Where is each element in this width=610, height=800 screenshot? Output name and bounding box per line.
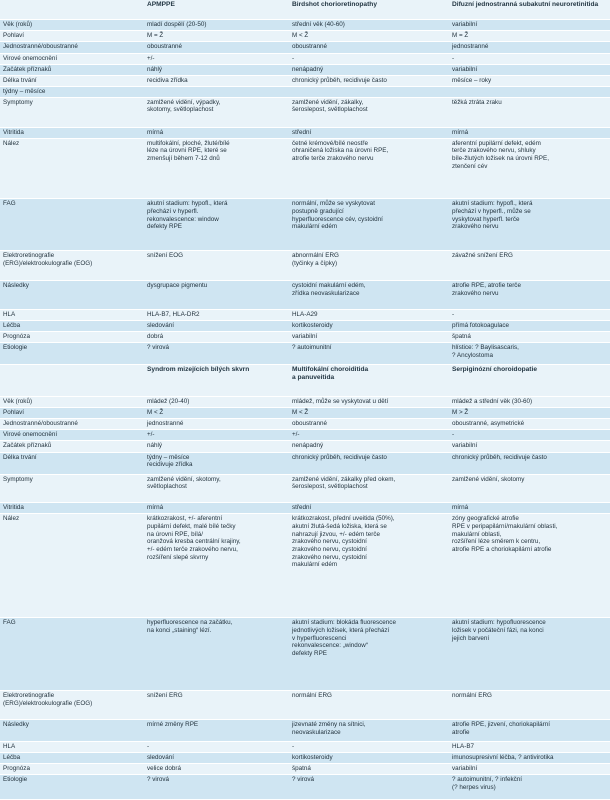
cell-col-2: - (290, 53, 450, 64)
cell-col-2: chronický průběh, recidivuje často (290, 75, 450, 86)
cell-col-1: oboustranné (145, 42, 290, 53)
cell-col-2: četné krémové/bílé neostře ohraničená ložiska na úrovni RPE, atrofie terče zrakového nervu (290, 138, 450, 199)
cell-col-1: týdny – měsíce recidivuje zřídka (145, 452, 290, 474)
cell-row-label: Začátek příznaků (0, 441, 145, 452)
cell-row-label: Délka trvání (0, 75, 145, 86)
cell-col-1: mladí dospělí (20-50) (145, 20, 290, 31)
cell-col-3: imunosupresivní léčba, ? antivirotika (450, 753, 610, 764)
cell-row-label: Pohlaví (0, 408, 145, 419)
table-row (0, 408, 610, 419)
cell-col-3: normální ERG (450, 691, 610, 720)
cell-col-1: hyperfluorescence na začátku, na konci „staining“ lézí. (145, 618, 290, 691)
cell-col-2: mládež, může se vyskytovat u dětí (290, 397, 450, 408)
cell-col-3: aferentní pupilární defekt, edém terče zrakového nervu, shluky bíle-žlutých ložisek na úrovni RPE, ztenčení cév (450, 138, 610, 199)
table-row (0, 397, 610, 408)
cell-col-2: akutní stadium: blokáda fluorescence jednotlivých ložisek, která přechází v hyperfluorescenci rekonvalescence: „window“ defekty RPE (290, 618, 450, 691)
cell-col-3: akutní stadium: hypofluorescence ložisek v počáteční fázi, na konci jejich barvení (450, 618, 610, 691)
cell-col-3: mírná (450, 127, 610, 138)
table-row (0, 452, 610, 474)
cell-col-3: mírná (450, 503, 610, 514)
cell-col-1: - (145, 742, 290, 753)
cell-col-1: HLA-B7, HLA-DR2 (145, 309, 290, 320)
cell-row-label: Věk (roků) (0, 20, 145, 31)
table-row (0, 332, 610, 343)
cell-col-3: variabilní (450, 64, 610, 75)
table-row (0, 775, 610, 800)
cell-col-1: mírná (145, 127, 290, 138)
cell-row-label: Symptomy (0, 97, 145, 127)
table-row (0, 474, 610, 503)
table-row (0, 127, 610, 138)
header-cell-col-2: Birdshot chorioretinopathy (290, 0, 450, 20)
table-row (0, 86, 610, 97)
cell-col-1: snížení EOG (145, 251, 290, 281)
cell-col-3: závažné snížení ERG (450, 251, 610, 281)
cell-row-label: Léčba (0, 321, 145, 332)
cell-col-1: krátkozrakost, +/- aferentní pupilární defekt, malé bílé tečky na úrovni RPE, bílá/ oranžová kresba centrální krajiny, +/- edém terče zrakového nervu, rozšíření slepé skvrny (145, 514, 290, 618)
header-row (0, 365, 610, 397)
cell-col-3: - (450, 430, 610, 441)
cell-row-label: FAG (0, 618, 145, 691)
cell-col-2: střední (290, 127, 450, 138)
cell-col-1 (145, 86, 290, 97)
cell-col-2: střední věk (40-60) (290, 20, 450, 31)
header-cell-col-1: APMPPE (145, 0, 290, 20)
cell-col-1: +/- (145, 430, 290, 441)
cell-row-label: Jednostranné/oboustranné (0, 419, 145, 430)
cell-row-label: Pohlaví (0, 31, 145, 42)
cell-col-2: +/- (290, 430, 450, 441)
table-row (0, 430, 610, 441)
cell-col-2: kortikosteroidy (290, 753, 450, 764)
cell-col-3: přímá fotokoagulace (450, 321, 610, 332)
cell-col-1: dobrá (145, 332, 290, 343)
header-cell-col-1: Syndrom mizejících bílých skvrn (145, 365, 290, 397)
cell-col-1: M = Ž (145, 31, 290, 42)
cell-col-2: M < Ž (290, 408, 450, 419)
cell-row-label: Prognóza (0, 764, 145, 775)
cell-row-label: Elektroretinografie (ERG)/elektrookulografie (EOG) (0, 691, 145, 720)
table-row (0, 138, 610, 199)
table-row (0, 503, 610, 514)
table-row (0, 97, 610, 127)
cell-col-2: chronický průběh, recidivuje často (290, 452, 450, 474)
table-row (0, 31, 610, 42)
cell-row-label: FAG (0, 199, 145, 251)
cell-col-1: dysgrupace pigmentu (145, 281, 290, 310)
cell-row-label: Elektroretinografie (ERG)/elektrookulografie (EOG) (0, 251, 145, 281)
cell-col-1: M < Ž (145, 408, 290, 419)
cell-col-3: měsíce – roky (450, 75, 610, 86)
cell-col-1: ? virová (145, 775, 290, 800)
cell-col-2: střední (290, 503, 450, 514)
cell-row-label: Následky (0, 281, 145, 310)
table-row (0, 753, 610, 764)
cell-col-3: hlístice: ? Baylisascaris, ? Ancylostoma (450, 343, 610, 365)
header-cell-col-3: Serpiginózní choroidopatie (450, 365, 610, 397)
table-row (0, 720, 610, 742)
cell-col-3: M > Ž (450, 408, 610, 419)
table-row (0, 343, 610, 365)
table-row (0, 53, 610, 64)
cell-col-1: snížení ERG (145, 691, 290, 720)
cell-row-label: Virové onemocnění (0, 430, 145, 441)
cell-col-1: recidiva zřídka (145, 75, 290, 86)
table-row (0, 199, 610, 251)
cell-row-label: Nález (0, 514, 145, 618)
cell-col-3: špatná (450, 332, 610, 343)
cell-row-label: Etiologie (0, 343, 145, 365)
table-row (0, 764, 610, 775)
table-row (0, 42, 610, 53)
table-row (0, 64, 610, 75)
cell-row-label: týdny – měsíce (0, 86, 145, 97)
cell-col-1: +/- (145, 53, 290, 64)
cell-col-2: normální, může se vyskytovat postupně gradující hyperfluorescence cév, cystoidní makulární edém (290, 199, 450, 251)
cell-row-label: Etiologie (0, 775, 145, 800)
cell-col-2: zamlžené vidění, zákalky před okem, šeroslepost, světloplachost (290, 474, 450, 503)
cell-row-label: Následky (0, 720, 145, 742)
table-row (0, 75, 610, 86)
cell-col-2: kortikosteroidy (290, 321, 450, 332)
cell-col-3: atrofie RPE, atrofie terče zrakového nervu (450, 281, 610, 310)
cell-col-3 (450, 86, 610, 97)
cell-col-1: zamlžené vidění, skotomy, světloplachost (145, 474, 290, 503)
table-row (0, 309, 610, 320)
cell-col-3: - (450, 53, 610, 64)
cell-col-3: variabilní (450, 441, 610, 452)
header-cell-row-label (0, 0, 145, 20)
cell-col-3: atrofie RPE, jizvení, choriokapilární atrofie (450, 720, 610, 742)
cell-col-2: nenápadný (290, 64, 450, 75)
cell-col-2: M < Ž (290, 31, 450, 42)
cell-col-3: těžká ztráta zraku (450, 97, 610, 127)
cell-row-label: Virové onemocnění (0, 53, 145, 64)
cell-col-1: náhlý (145, 441, 290, 452)
table-row (0, 618, 610, 691)
cell-col-3: M = Ž (450, 31, 610, 42)
cell-row-label: HLA (0, 742, 145, 753)
table-row (0, 281, 610, 310)
cell-col-2: jizevnaté změny na sítnici, neovaskularizace (290, 720, 450, 742)
cell-col-3: variabilní (450, 764, 610, 775)
cell-col-3: zamlžené vidění, skotomy (450, 474, 610, 503)
table-row (0, 691, 610, 720)
cell-col-2: cystoidní makulární edém, zřídka neovaskularizace (290, 281, 450, 310)
cell-row-label: Jednostranné/oboustranné (0, 42, 145, 53)
cell-col-2: nenápadný (290, 441, 450, 452)
table-row (0, 251, 610, 281)
cell-col-1: akutní stadium: hypofl., která přechází v hyperfl. rekonvalescence: window defekty RPE (145, 199, 290, 251)
table-row (0, 742, 610, 753)
cell-row-label: Léčba (0, 753, 145, 764)
cell-col-3: jednostranné (450, 42, 610, 53)
cell-row-label: Symptomy (0, 474, 145, 503)
table-row (0, 419, 610, 430)
cell-col-3: zóny geografické atrofie RPE v peripapilární/makulární oblasti, makulární oblasti, rozšíření léze směrem k centru, atrofie RPE a choriokapilární atrofie (450, 514, 610, 618)
header-row (0, 0, 610, 20)
cell-col-3: akutní stadium: hypofl., která přechází v hyperfl., může se vyskytovat hyperfl. terče zrakového nervu (450, 199, 610, 251)
cell-col-2: HLA-A29 (290, 309, 450, 320)
cell-col-1: sledování (145, 753, 290, 764)
cell-col-2: ? autoimunitní (290, 343, 450, 365)
cell-col-1: velice dobrá (145, 764, 290, 775)
cell-col-2: zamlžené vidění, zákalky, šeroslepost, světloplachost (290, 97, 450, 127)
cell-col-1: zamlžené vidění, výpadky, skotomy, světloplachost (145, 97, 290, 127)
cell-col-2: abnormální ERG (tyčinky a čípky) (290, 251, 450, 281)
cell-col-2 (290, 86, 450, 97)
cell-col-3: - (450, 309, 610, 320)
cell-row-label: Vitritida (0, 503, 145, 514)
cell-row-label: Začátek příznaků (0, 64, 145, 75)
cell-col-1: multifokální, ploché, žluté/bílé léze na úrovni RPE, které se zmenšují během 7-12 dnů (145, 138, 290, 199)
cell-col-1: sledování (145, 321, 290, 332)
table-row (0, 514, 610, 618)
cell-col-1: mírná (145, 503, 290, 514)
cell-row-label: Vitritida (0, 127, 145, 138)
header-cell-row-label (0, 365, 145, 397)
cell-col-2: oboustranné (290, 419, 450, 430)
cell-col-3: HLA-B7 (450, 742, 610, 753)
cell-row-label: Prognóza (0, 332, 145, 343)
cell-col-2: oboustranné (290, 42, 450, 53)
cell-col-1: ? virová (145, 343, 290, 365)
cell-col-1: mírné změny RPE (145, 720, 290, 742)
cell-col-3: oboustranné, asymetrické (450, 419, 610, 430)
cell-col-2: krátkozrakost, přední uveitida (50%), akutní žlutá-šedá ložiska, která se nahrazují jizvou, +/- edém terče zrakového nervu, cystoidní zrakového nervu, cystoidní zrakového nervu, cystoidní makulární edém (290, 514, 450, 618)
table-row (0, 441, 610, 452)
cell-col-2: normální ERG (290, 691, 450, 720)
cell-col-3: variabilní (450, 20, 610, 31)
cell-col-2: - (290, 742, 450, 753)
table-row (0, 321, 610, 332)
cell-col-3: ? autoimunitní, ? infekční (? herpes virus) (450, 775, 610, 800)
cell-row-label: Věk (roků) (0, 397, 145, 408)
cell-col-1: náhlý (145, 64, 290, 75)
header-cell-col-3: Difuzní jednostranná subakutní neuroretinitida (450, 0, 610, 20)
cell-col-1: mládež (20-40) (145, 397, 290, 408)
cell-col-2: ? virová (290, 775, 450, 800)
cell-row-label: HLA (0, 309, 145, 320)
cell-row-label: Délka trvání (0, 452, 145, 474)
cell-col-3: chronický průběh, recidivuje často (450, 452, 610, 474)
header-cell-col-2: Multifokální choroiditida a panuveitida (290, 365, 450, 397)
table-row (0, 20, 610, 31)
cell-row-label: Nález (0, 138, 145, 199)
cell-col-1: jednostranné (145, 419, 290, 430)
cell-col-2: variabilní (290, 332, 450, 343)
cell-col-2: špatná (290, 764, 450, 775)
cell-col-3: mládež a střední věk (30-60) (450, 397, 610, 408)
